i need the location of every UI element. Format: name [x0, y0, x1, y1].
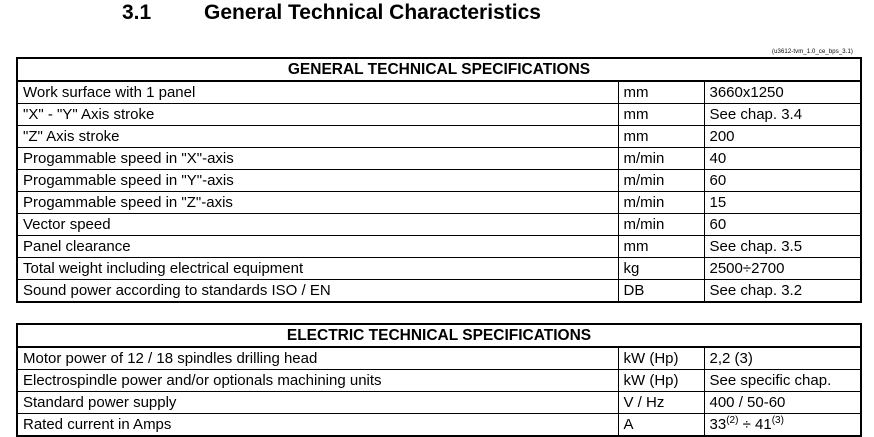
table-row: [17, 414, 861, 437]
document-code: (u3612-tvm_1.0_ce_bps_3.1): [772, 49, 853, 55]
spec-label: Progammable speed in "Y"-axis: [17, 170, 618, 192]
spec-value: 3660x1250: [704, 81, 861, 104]
table-title: GENERAL TECHNICAL SPECIFICATIONS: [17, 58, 861, 81]
table-row: [17, 148, 861, 170]
spec-value: 2,2 (3): [704, 347, 861, 370]
spec-label: Vector speed: [17, 214, 618, 236]
spec-label: Panel clearance: [17, 236, 618, 258]
spec-unit: mm: [618, 236, 704, 258]
spec-unit: mm: [618, 81, 704, 104]
table-header-row: [17, 324, 861, 347]
spec-unit: kW (Hp): [618, 370, 704, 392]
spec-value: See specific chap.: [704, 370, 861, 392]
footnote-marker: (2): [726, 414, 739, 426]
electric-specifications-table: [16, 323, 862, 437]
rated-current-max: 41: [755, 415, 772, 433]
spec-value: 60: [704, 214, 861, 236]
table-row: [17, 192, 861, 214]
spec-value: 2500÷2700: [704, 258, 861, 280]
spec-label: Motor power of 12 / 18 spindles drilling head: [17, 347, 618, 370]
section-number: 3.1: [122, 1, 152, 24]
spec-unit: mm: [618, 126, 704, 148]
spec-value: 200: [704, 126, 861, 148]
table-title: ELECTRIC TECHNICAL SPECIFICATIONS: [17, 324, 861, 347]
spec-label: Work surface with 1 panel: [17, 81, 618, 104]
table-row: [17, 392, 861, 414]
table-row: [17, 258, 861, 280]
table-row: [17, 81, 861, 104]
table-row: [17, 280, 861, 303]
spec-label: Progammable speed in "Z"-axis: [17, 192, 618, 214]
table-row: [17, 214, 861, 236]
spec-label: Electrospindle power and/or optionals machining units: [17, 370, 618, 392]
spec-unit: DB: [618, 280, 704, 303]
spec-label: Sound power according to standards ISO / EN: [17, 280, 618, 303]
range-separator: ÷: [738, 415, 755, 433]
spec-unit: mm: [618, 104, 704, 126]
spec-label: "Z" Axis stroke: [17, 126, 618, 148]
spec-value: [704, 414, 861, 437]
spec-unit: m/min: [618, 214, 704, 236]
spec-value: 40: [704, 148, 861, 170]
spec-unit: m/min: [618, 148, 704, 170]
spec-value: See chap. 3.4: [704, 104, 861, 126]
table-header-row: [17, 58, 861, 81]
spec-unit: V / Hz: [618, 392, 704, 414]
table-row: [17, 170, 861, 192]
section-title: General Technical Characteristics: [204, 1, 541, 24]
spec-value: 15: [704, 192, 861, 214]
table-row: [17, 236, 861, 258]
table-row: [17, 104, 861, 126]
spec-label: "X" - "Y" Axis stroke: [17, 104, 618, 126]
rated-current-min: 33: [709, 415, 727, 433]
general-specifications-table: [16, 57, 862, 303]
spec-unit: m/min: [618, 170, 704, 192]
table-row: [17, 126, 861, 148]
table-row: [17, 370, 861, 392]
spec-unit: kW (Hp): [618, 347, 704, 370]
spec-label: Progammable speed in "X"-axis: [17, 148, 618, 170]
spec-unit: m/min: [618, 192, 704, 214]
spec-value: 400 / 50-60: [704, 392, 861, 414]
spec-unit: A: [618, 414, 704, 437]
spec-value: See chap. 3.2: [704, 280, 861, 303]
footnote-marker: (3): [771, 414, 784, 426]
spec-value: 60: [704, 170, 861, 192]
spec-value: See chap. 3.5: [704, 236, 861, 258]
table-row: [17, 347, 861, 370]
spec-label: Total weight including electrical equipment: [17, 258, 618, 280]
spec-label: Standard power supply: [17, 392, 618, 414]
spec-unit: kg: [618, 258, 704, 280]
spec-label: Rated current in Amps: [17, 414, 618, 437]
